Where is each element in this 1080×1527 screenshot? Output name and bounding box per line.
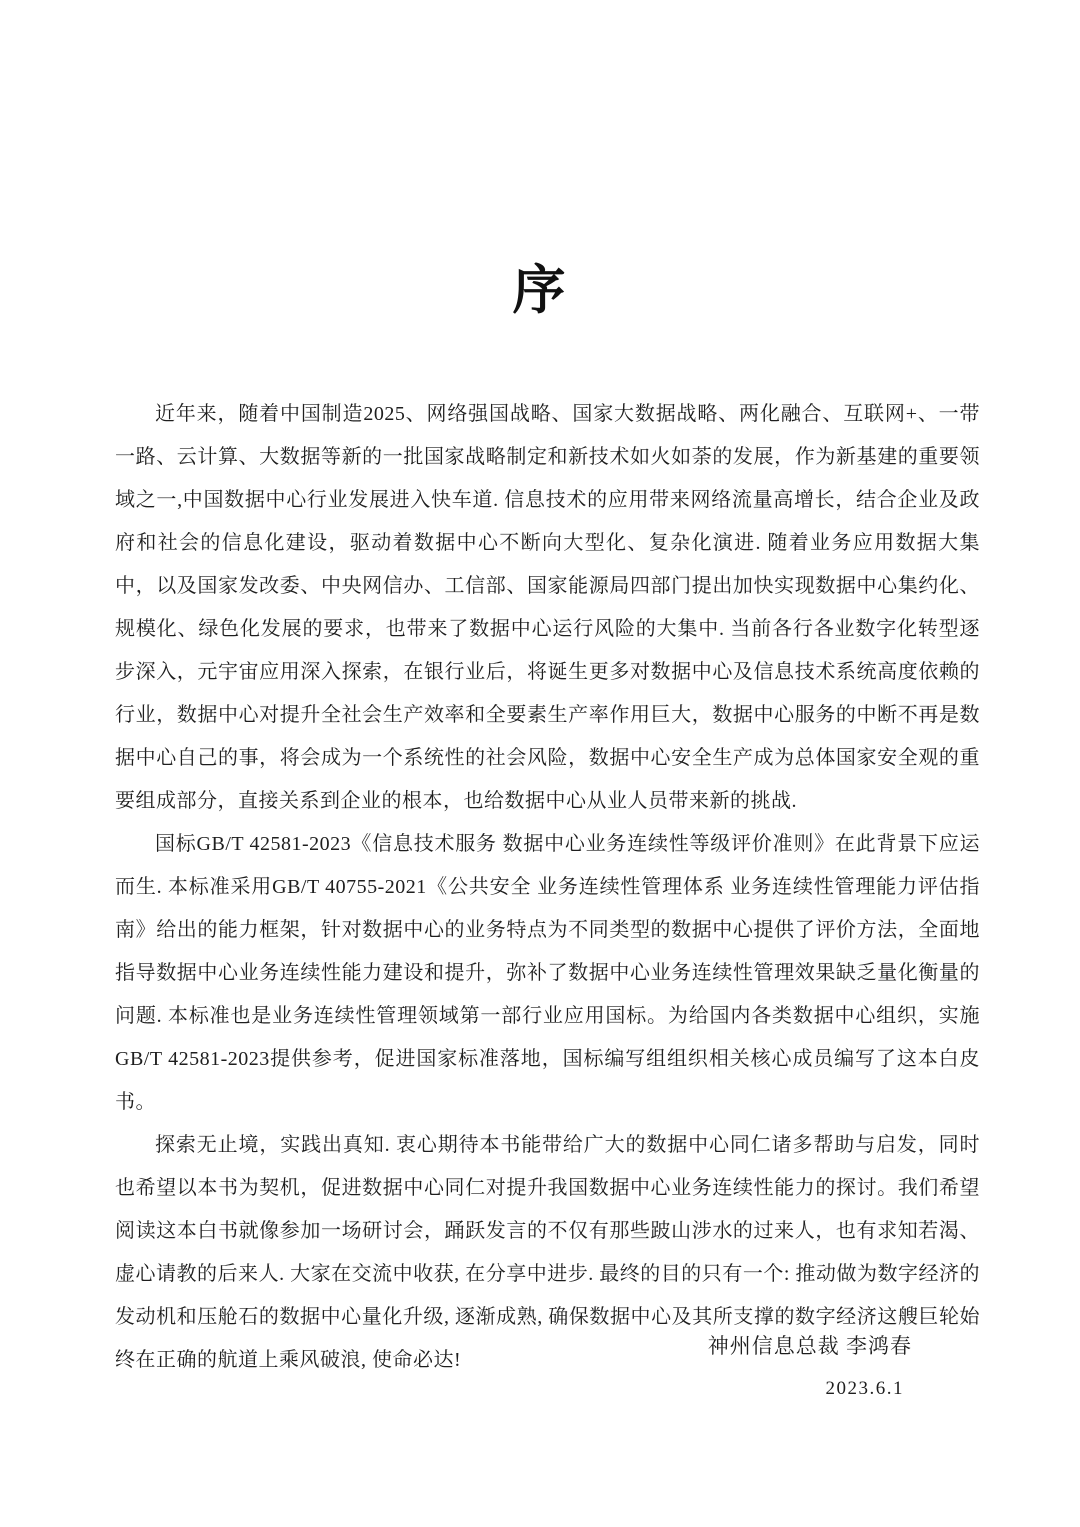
- page-title: 序: [512, 262, 568, 320]
- paragraph-1: 近年来，随着中国制造2025、网络强国战略、国家大数据战略、两化融合、互联网+、一带一路、云计算、大数据等新的一批国家战略制定和新技术如火如荼的发展，作为新基建的重要领域之一,中国数据中心行业发展进入快车道. 信息技术的应用带来网络流量高增长，结合企业及政府和社会的信息化建设，驱动着数据中心不断向大型化、复杂化演进. 随着业务应用数据大集中，以及国家发改委、中央网信办、工信部、国家能源局四部门提出加快实现数据中心集约化、规模化、绿色化发展的要求，也带来了数据中心运行风险的大集中. 当前各行各业数字化转型逐步深入，元宇宙应用深入探索，在银行业后，将诞生更多对数据中心及信息技术系统高度依赖的行业，数据中心对提升全社会生产效率和全要素生产率作用巨大，数据中心服务的中断不再是数据中心自己的事，将会成为一个系统性的社会风险，数据中心安全生产成为总体国家安全观的重要组成部分，直接关系到企业的根本，也给数据中心从业人员带来新的挑战.: [115, 403, 980, 812]
- preface-body: [115, 393, 980, 1382]
- signature-name: 神州信息总裁 李鸿春: [707, 1334, 912, 1358]
- signature-date: 2023.6.1: [825, 1378, 904, 1399]
- paragraph-3: 探索无止境，实践出真知. 衷心期待本书能带给广大的数据中心同仁诸多帮助与启发，同时也希望以本书为契机，促进数据中心同仁对提升我国数据中心业务连续性能力的探讨。我们希望阅读这本白书就像参加一场研讨会，踊跃发言的不仅有那些跛山涉水的过来人，也有求知若渴、虚心请教的后来人. 大家在交流中收获, 在分享中进步. 最终的目的只有一个: 推动做为数字经济的发动机和压舱石的数据中心量化升级, 逐渐成熟, 确保数据中心及其所支撑的数字经济这艘巨轮始终在正确的航道上乘风破浪, 使命必达!: [115, 1134, 980, 1371]
- paragraph-2: 国标GB/T 42581-2023《信息技术服务 数据中心业务连续性等级评价准则》在此背景下应运而生. 本标准采用GB/T 40755-2021《公共安全 业务连续性管理体系 业务连续性管理能力评估指南》给出的能力框架，针对数据中心的业务特点为不同类型的数据中心提供了评价方法，全面地指导数据中心业务连续性能力建设和提升，弥补了数据中心业务连续性管理效果缺乏量化衡量的问题. 本标准也是业务连续性管理领域第一部行业应用国标。为给国内各类数据中心组织，实施GB/T 42581-2023提供参考，促进国家标准落地，国标编写组组织相关核心成员编写了这本白皮书。: [115, 833, 980, 1113]
